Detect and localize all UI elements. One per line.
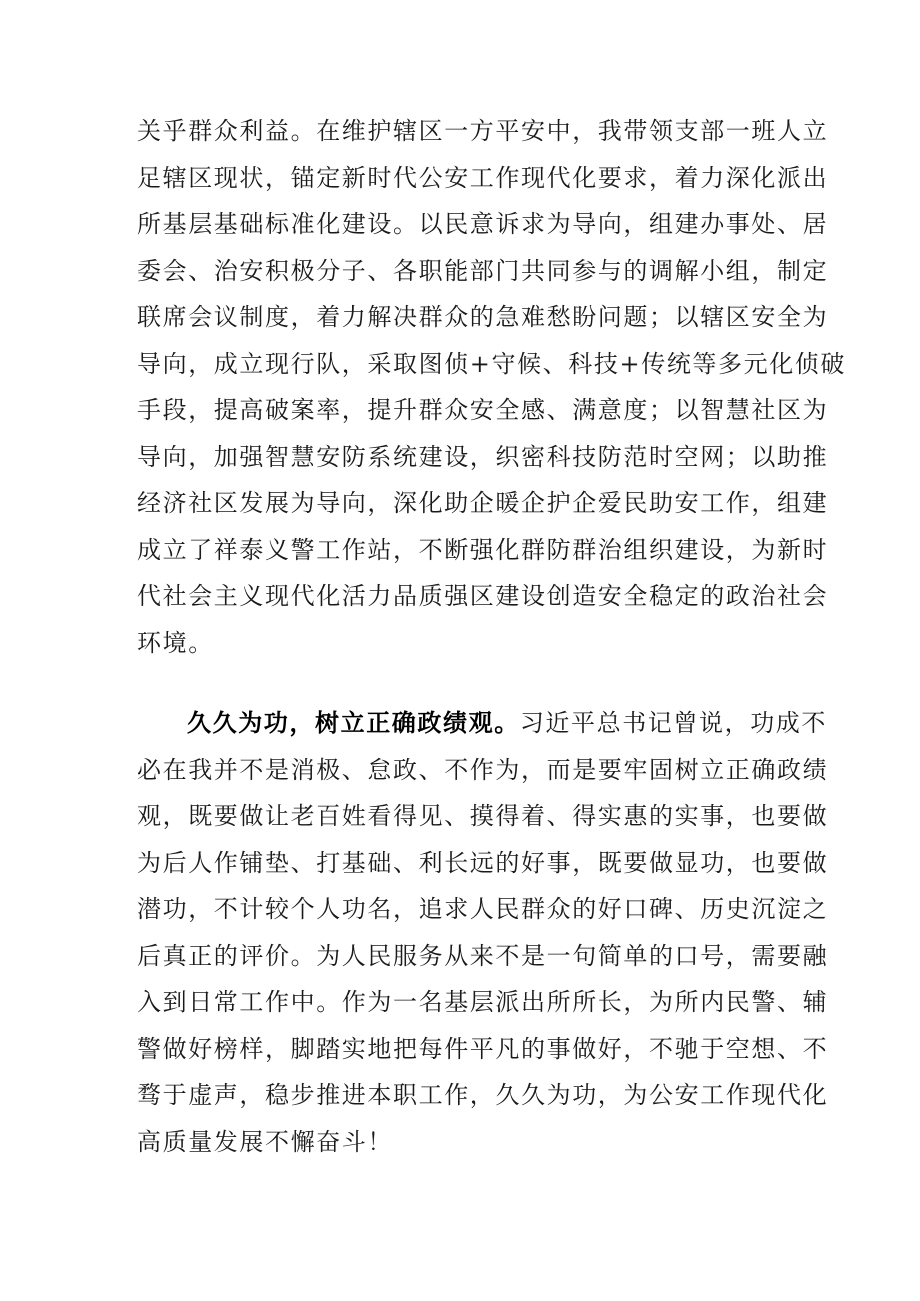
text-line: 所基层基础标准化建设。以民意诉求为导向，组建办事处、居 (137, 210, 829, 238)
text-line: 导向，成立现行队，采取图侦+守候、科技+传统等多元化侦破 (137, 349, 847, 378)
text-line: 观，既要做让老百姓看得见、摸得着、得实惠的实事，也要做 (137, 802, 829, 830)
text-line: 必在我并不是消极、怠政、不作为，而是要牢固树立正确政绩 (137, 755, 829, 784)
text-line: 警做好榜样，脚踏实地把每件平凡的事做好，不驰于空想、不 (137, 1034, 829, 1063)
text-line: 骛于虚声，稳步推进本职工作，久久为功，为公安工作现代化 (137, 1081, 829, 1109)
text-line: 成立了祥泰义警工作站，不断强化群防群治组织建设，为新时 (137, 535, 829, 564)
text-line: 导向，加强智慧安防系统建设，织密科技防范时空网；以助推 (137, 442, 829, 471)
text-line: 高质量发展不懈奋斗！ (137, 1127, 393, 1156)
paragraph-body (137, 700, 829, 1165)
text-line (137, 700, 828, 747)
paragraph-2 (137, 700, 829, 1165)
text-line: 关乎群众利益。在维护辖区一方平安中，我带领支部一班人立 (137, 117, 829, 145)
text-line: 潜功，不计较个人功名，追求人民群众的好口碑、历史沉淀之 (137, 895, 829, 923)
text-line: 代社会主义现代化活力品质强区建设创造安全稳定的政治社会 (137, 582, 829, 610)
text-run: 习近平总书记曾说，功成不 (519, 709, 828, 737)
text-line: 联席会议制度，着力解决群众的急难愁盼问题；以辖区安全为 (137, 303, 829, 331)
paragraph-1 (137, 108, 847, 666)
paragraph-body (137, 108, 847, 666)
text-line: 后真正的评价。为人民服务从来不是一句简单的口号，需要融 (137, 941, 829, 970)
text-line: 足辖区现状，锚定新时代公安工作现代化要求，着力深化派出 (137, 163, 829, 192)
text-line: 手段，提高破案率，提升群众安全感、满意度；以智慧社区为 (137, 396, 829, 424)
text-line: 入到日常工作中。作为一名基层派出所所长，为所内民警、辅 (137, 988, 829, 1016)
text-line: 委会、治安积极分子、各职能部门共同参与的调解小组，制定 (137, 256, 829, 285)
text-line: 为后人作铺垫、打基础、利长远的好事，既要做显功，也要做 (137, 848, 829, 877)
paragraph-heading: 久久为功，树立正确政绩观。 (187, 708, 520, 737)
text-line: 环境。 (137, 628, 214, 657)
text-line: 经济社区发展为导向，深化助企暖企护企爱民助安工作，组建 (137, 489, 829, 517)
